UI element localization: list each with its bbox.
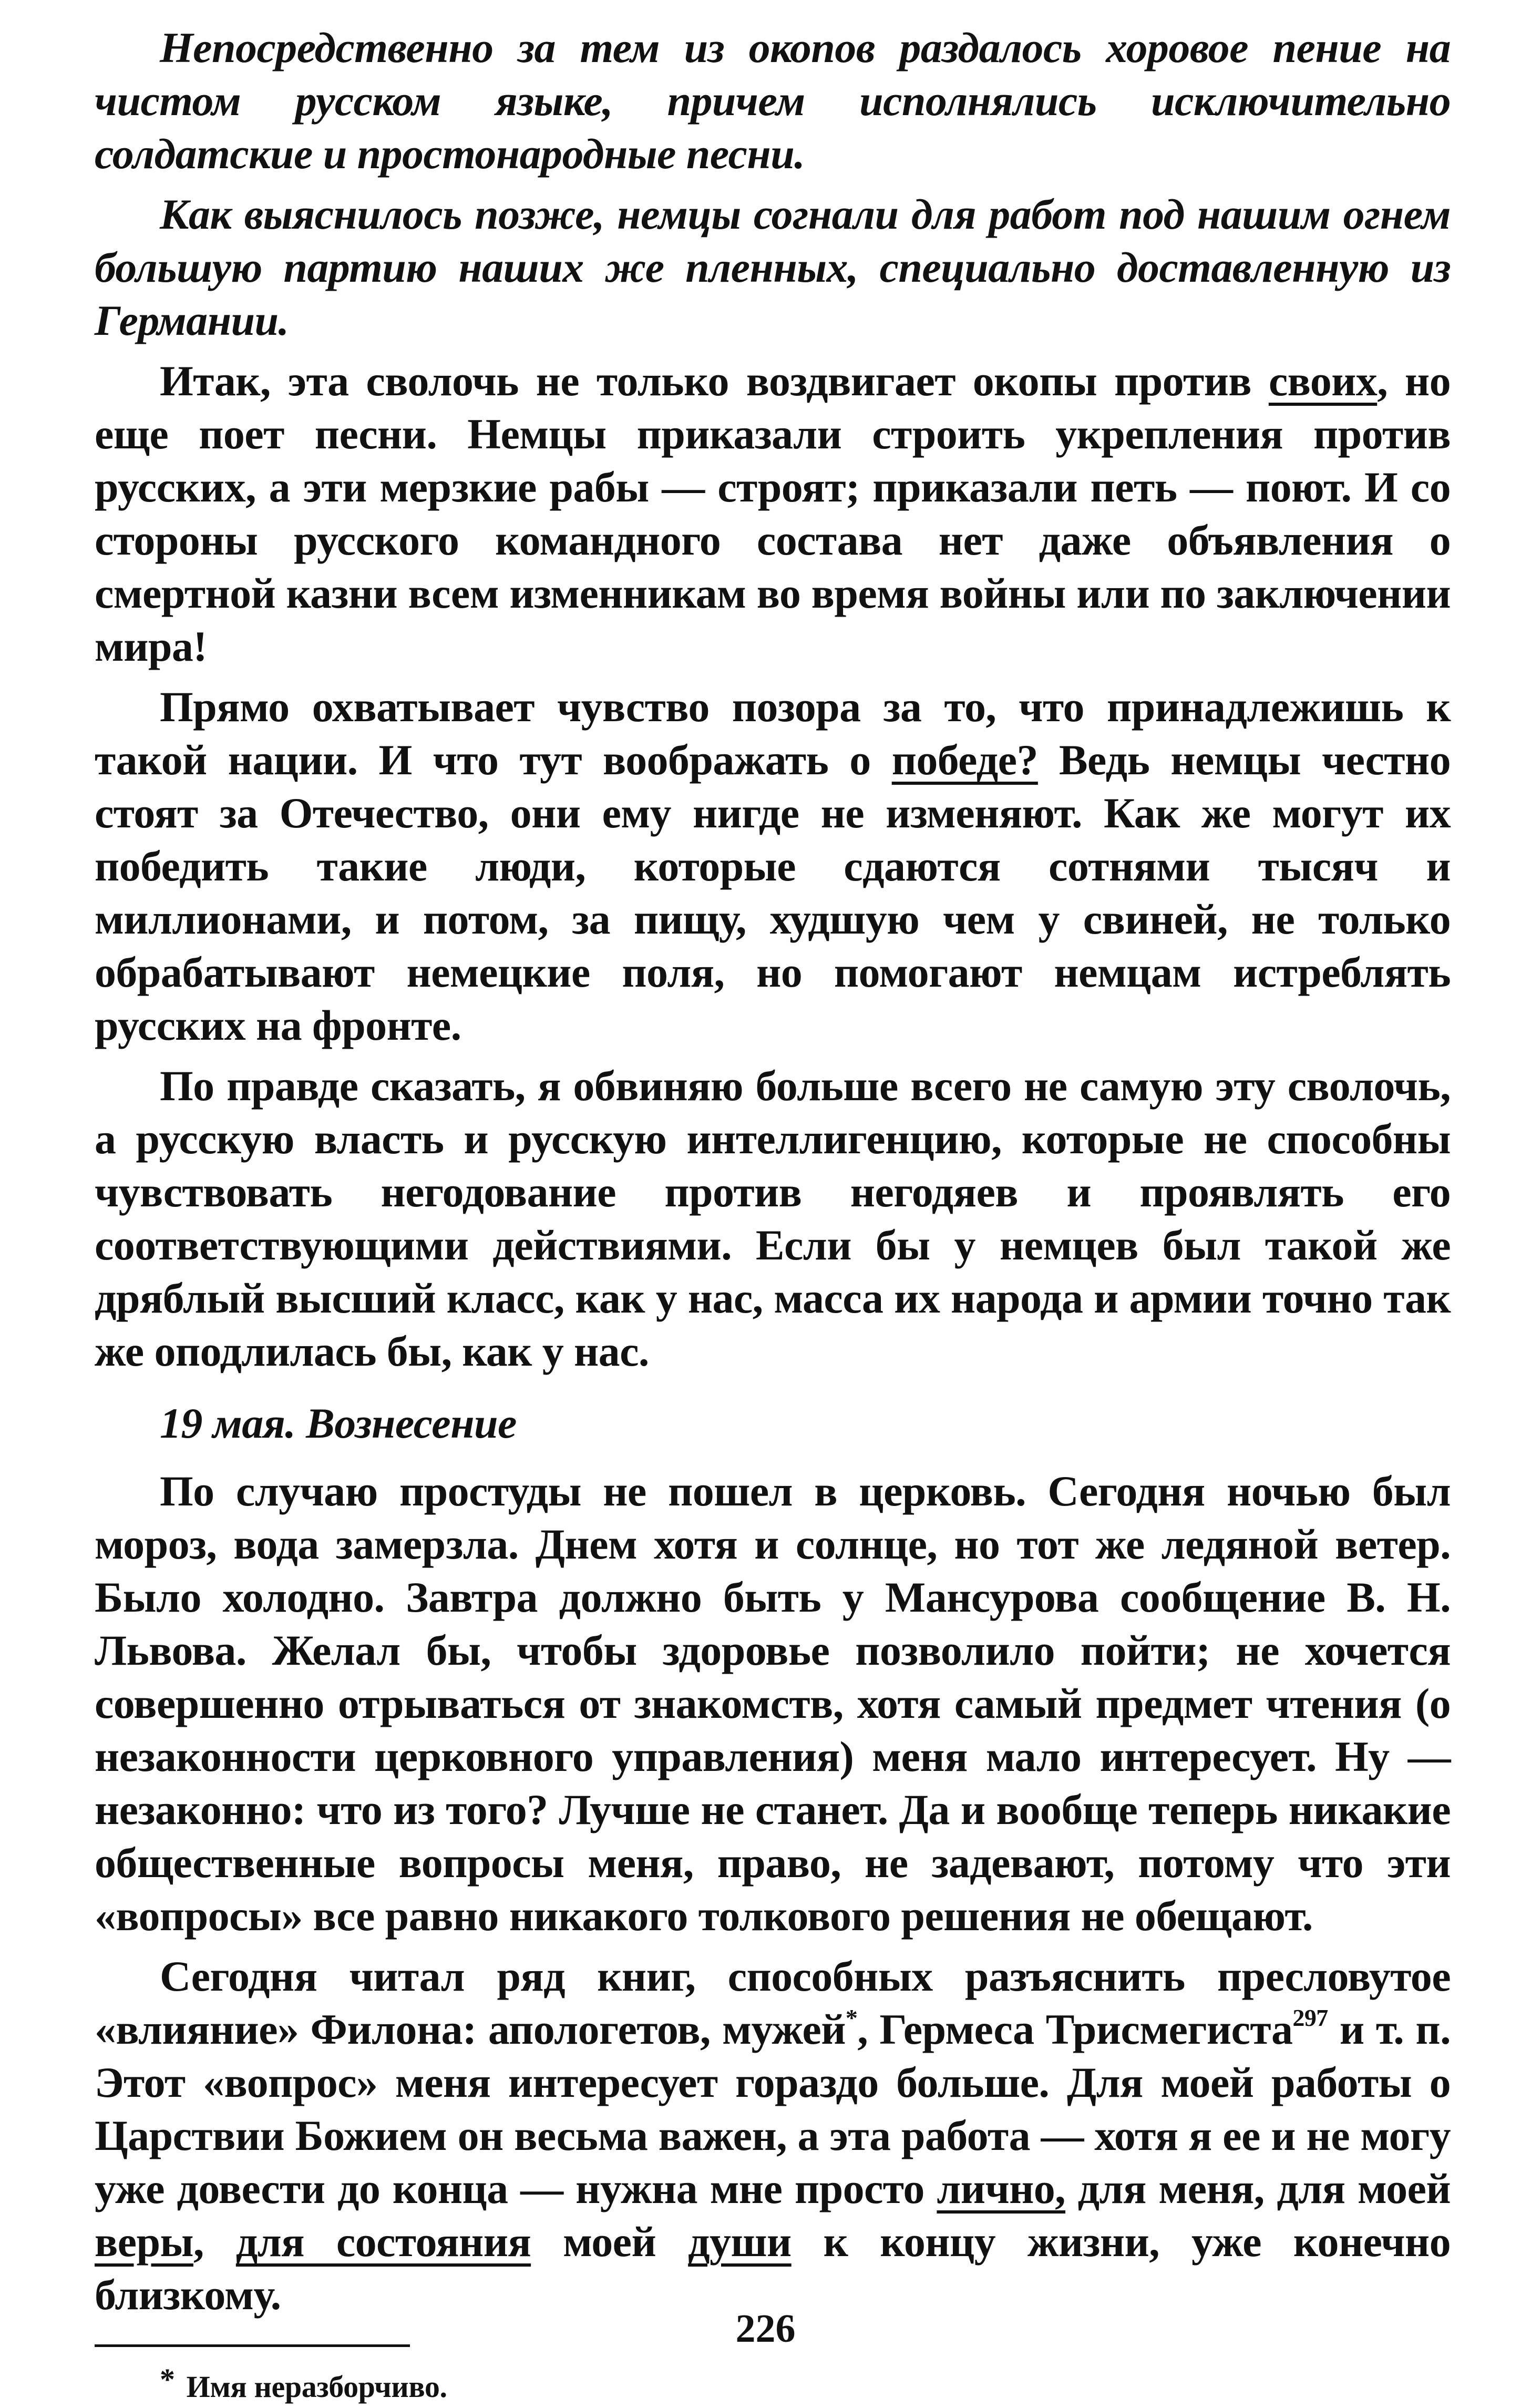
paragraph-7-text-c: и т. п. Этот «вопрос» меня интересует гораздо больше. Для моей работы о Царствии Божием он весьма важен, а эта работа — хотя я ее и не могу уже довести до конца — нужна мне просто (95, 2005, 1451, 2212)
underlined-word-lichno: лично, (937, 2165, 1066, 2212)
underlined-word-svoikh: своих (1268, 357, 1378, 405)
underlined-word-very: веры (95, 2218, 193, 2266)
paragraph-6: По случаю простуды не пошел в церковь. Сегодня ночью был мороз, вода замерзла. Днем хотя и солнце, но тот же ледяной ветер. Было холодно. Завтра должно быть у Мансурова сообщение В. Н. Львова. Желал бы, чтобы здоровье позволило пойти; не хочется совершенно отрываться от знакомств, хотя самый предмет чтения (о незаконности церковного управления) меня мало интересует. Ну — незаконно: что из того? Лучше не станет. Да и вообще теперь никакие общественные вопросы меня, право, не задевают, потому что эти «вопросы» все равно никакого толкового решения не обещают. (95, 1467, 1451, 1940)
underlined-word-pobede: победе? (891, 736, 1038, 784)
paragraph-7 (95, 1950, 1451, 2321)
paragraph-4 (95, 680, 1451, 1052)
paragraph-7-text-g: к концу жизни, уже конечно близкому. (95, 2218, 1451, 2319)
underlined-phrase-dlya-sostoyaniya: для состояния (235, 2218, 531, 2266)
footnote-text: Имя неразборчиво. (186, 2370, 447, 2404)
paragraph-7-text-d: для меня, для моей (1065, 2165, 1451, 2212)
paragraph-4-text-a: Прямо охватывает чувство позора за то, что принадлежишь к такой нации. И что тут воображать о (95, 683, 1451, 784)
footnote (95, 2362, 1451, 2408)
paragraph-4-text-b: Ведь немцы честно стоят за Отечество, они ему нигде не изменяют. Как же могут их победить такие люди, которые сдаются сотнями тысяч и миллионами, и потом, за пищу, худшую чем у свиней, не только обрабатывают немецкие поля, но помогают немцам истреблять русских на фронте. (95, 736, 1451, 1049)
paragraph-3 (95, 354, 1451, 673)
paragraph-7-text-f: моей (531, 2218, 689, 2266)
underlined-word-dushi: души (688, 2218, 792, 2266)
italic-paragraph-2: Как выяснилось позже, немцы согнали для работ под нашим огнем большую партию наших же пленных, специально доставленную из Германии. (95, 190, 1451, 344)
paragraph-7-text-e: , (193, 2218, 236, 2266)
page-number: 226 (735, 2307, 796, 2351)
footnote-marker: * (160, 2362, 175, 2396)
date-heading: 19 мая. Вознесение (160, 1399, 517, 1447)
endnote-number-297: 297 (1292, 2004, 1328, 2031)
italic-paragraph-1: Непосредственно за тем из окопов раздалось хоровое пение на чистом русском языке, причем исполнялись исключительно солдатские и простонародные песни. (95, 24, 1451, 178)
paragraph-5: По правде сказать, я обвиняю больше всего не самую эту сволочь, а русскую власть и русскую интеллигенцию, которые не способны чувствовать негодование против негодяев и проявлять его соответствующими действиями. Если бы у немцев был такой же дряблый высший класс, как у нас, масса их народа и армии точно так же оподлилась бы, как у нас. (95, 1062, 1451, 1375)
paragraph-3-text-b: , но еще поет песни. Немцы приказали строить укрепления против русских, а эти мерзкие рабы — строят; приказали петь — поют. И со стороны русского командного состава нет даже объявления о смертной казни всем изменникам во время войны или по заключении мира! (95, 357, 1451, 670)
paragraph-7-text-a: Сегодня читал ряд книг, способных разъяснить пресловутое «влияние» Филона: апологетов, мужей (95, 1952, 1451, 2053)
paragraph-3-text-a: Итак, эта сволочь не только воздвигает окопы против (160, 357, 1269, 405)
footnote-star-marker: * (845, 2004, 858, 2031)
paragraph-7-text-b: , Гермеса Трисмегиста (857, 2005, 1293, 2053)
page-body (95, 21, 1451, 2408)
